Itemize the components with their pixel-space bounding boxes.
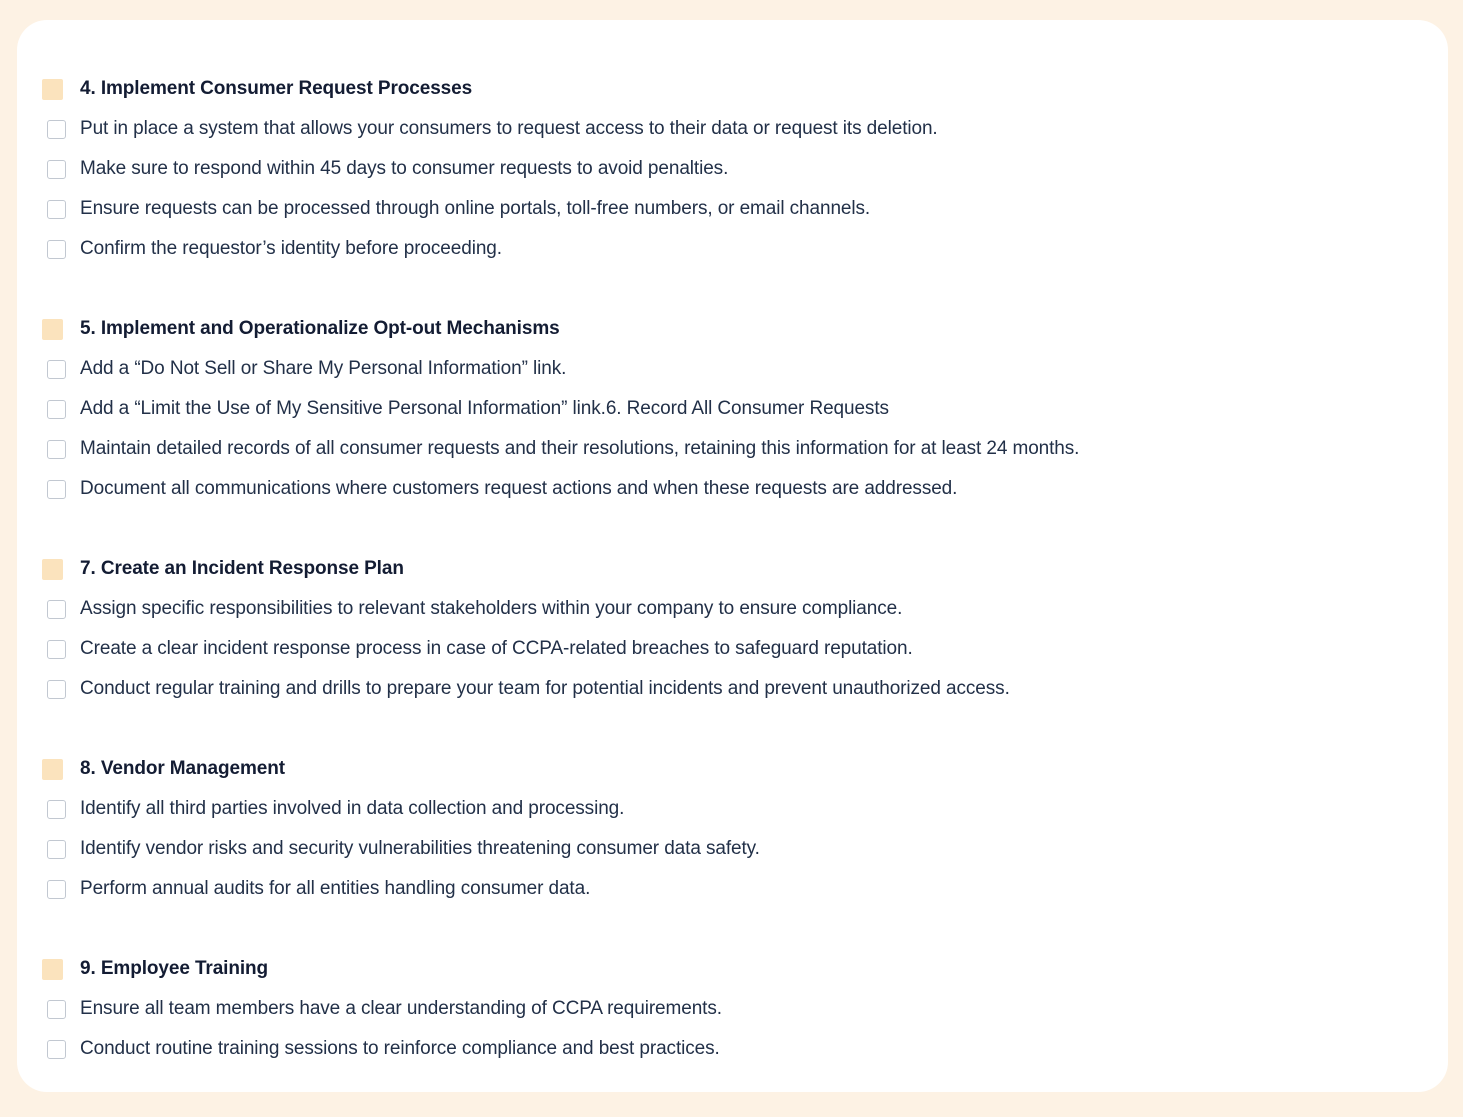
checklist-item <box>42 229 1418 269</box>
item-icon-column <box>42 360 80 379</box>
checkbox[interactable] <box>47 440 66 459</box>
checklist-item <box>42 429 1418 469</box>
checklist-item-label: Perform annual audits for all entities handling consumer data. <box>80 878 591 899</box>
checklist-item <box>42 629 1418 669</box>
checkbox[interactable] <box>47 360 66 379</box>
item-icon-column <box>42 840 80 859</box>
section-header-row <box>42 69 1418 109</box>
checklist-section-5 <box>42 949 1418 1069</box>
section-marker-icon <box>42 759 63 780</box>
item-icon-column <box>42 400 80 419</box>
checkbox[interactable] <box>47 240 66 259</box>
checklist-item-label: Add a “Do Not Sell or Share My Personal Information” link. <box>80 358 567 379</box>
item-icon-column <box>42 1040 80 1059</box>
section-title: 8. Vendor Management <box>80 758 285 779</box>
section-items <box>42 349 1418 509</box>
section-header-row <box>42 309 1418 349</box>
section-icon-column <box>42 319 80 340</box>
checklist-item-label: Assign specific responsibilities to relevant stakeholders within your company to ensure compliance. <box>80 598 903 619</box>
section-marker-icon <box>42 559 63 580</box>
checklist-item-label: Document all communications where customers request actions and when these requests are addressed. <box>80 478 958 499</box>
checklist-section-4 <box>42 749 1418 909</box>
checkbox[interactable] <box>47 1000 66 1019</box>
item-icon-column <box>42 160 80 179</box>
item-icon-column <box>42 640 80 659</box>
checklist-item <box>42 669 1418 709</box>
section-items <box>42 109 1418 269</box>
section-header-row <box>42 549 1418 589</box>
section-marker-icon <box>42 319 63 340</box>
section-icon-column <box>42 79 80 100</box>
section-title: 4. Implement Consumer Request Processes <box>80 78 473 99</box>
checklist-item <box>42 109 1418 149</box>
section-icon-column <box>42 559 80 580</box>
checklist-item-label: Ensure requests can be processed through online portals, toll-free numbers, or email channels. <box>80 198 871 219</box>
checklist-item-label: Make sure to respond within 45 days to consumer requests to avoid penalties. <box>80 158 729 179</box>
item-icon-column <box>42 600 80 619</box>
checklist-item <box>42 389 1418 429</box>
checklist-item-label: Confirm the requestor’s identity before proceeding. <box>80 238 502 259</box>
checklist-item-label: Add a “Limit the Use of My Sensitive Personal Information” link.6. Record All Consumer Requests <box>80 398 889 419</box>
checkbox[interactable] <box>47 120 66 139</box>
section-title: 9. Employee Training <box>80 958 269 979</box>
item-icon-column <box>42 120 80 139</box>
section-items <box>42 989 1418 1069</box>
section-marker-icon <box>42 959 63 980</box>
item-icon-column <box>42 200 80 219</box>
checkbox[interactable] <box>47 840 66 859</box>
checklist-item <box>42 989 1418 1029</box>
checklist-item <box>42 789 1418 829</box>
checklist-section-3 <box>42 549 1418 709</box>
checkbox[interactable] <box>47 680 66 699</box>
checklist-item <box>42 1029 1418 1069</box>
checkbox[interactable] <box>47 600 66 619</box>
checklist-item-label: Create a clear incident response process in case of CCPA-related breaches to safeguard reputation. <box>80 638 913 659</box>
section-title: 7. Create an Incident Response Plan <box>80 558 404 579</box>
section-icon-column <box>42 759 80 780</box>
item-icon-column <box>42 440 80 459</box>
checklist-item <box>42 469 1418 509</box>
checkbox[interactable] <box>47 640 66 659</box>
section-items <box>42 589 1418 709</box>
checklist-item-label: Put in place a system that allows your consumers to request access to their data or request its deletion. <box>80 118 938 139</box>
checklist-item-label: Identify vendor risks and security vulnerabilities threatening consumer data safety. <box>80 838 760 859</box>
checkbox[interactable] <box>47 480 66 499</box>
checklist-item-label: Maintain detailed records of all consumer requests and their resolutions, retaining this information for at least 24 months. <box>80 438 1080 459</box>
checklist-item-label: Ensure all team members have a clear understanding of CCPA requirements. <box>80 998 722 1019</box>
section-title: 5. Implement and Operationalize Opt-out Mechanisms <box>80 318 560 339</box>
checklist-item <box>42 149 1418 189</box>
checklist-item <box>42 829 1418 869</box>
checklist-sections <box>42 69 1418 1069</box>
section-header-row <box>42 749 1418 789</box>
checkbox[interactable] <box>47 880 66 899</box>
checkbox[interactable] <box>47 200 66 219</box>
checklist-section-2 <box>42 309 1418 509</box>
section-marker-icon <box>42 79 63 100</box>
item-icon-column <box>42 680 80 699</box>
checklist-item <box>42 869 1418 909</box>
section-icon-column <box>42 959 80 980</box>
item-icon-column <box>42 880 80 899</box>
item-icon-column <box>42 1000 80 1019</box>
section-items <box>42 789 1418 909</box>
checkbox[interactable] <box>47 160 66 179</box>
checklist-item <box>42 589 1418 629</box>
item-icon-column <box>42 800 80 819</box>
checklist-section-1 <box>42 69 1418 269</box>
item-icon-column <box>42 480 80 499</box>
checklist-item-label: Conduct routine training sessions to reinforce compliance and best practices. <box>80 1038 720 1059</box>
checklist-card <box>17 20 1448 1092</box>
checkbox[interactable] <box>47 1040 66 1059</box>
checklist-item <box>42 349 1418 389</box>
item-icon-column <box>42 240 80 259</box>
checkbox[interactable] <box>47 400 66 419</box>
checklist-item-label: Identify all third parties involved in data collection and processing. <box>80 798 625 819</box>
checkbox[interactable] <box>47 800 66 819</box>
checklist-item <box>42 189 1418 229</box>
section-header-row <box>42 949 1418 989</box>
checklist-item-label: Conduct regular training and drills to prepare your team for potential incidents and prevent unauthorized access. <box>80 678 1010 699</box>
